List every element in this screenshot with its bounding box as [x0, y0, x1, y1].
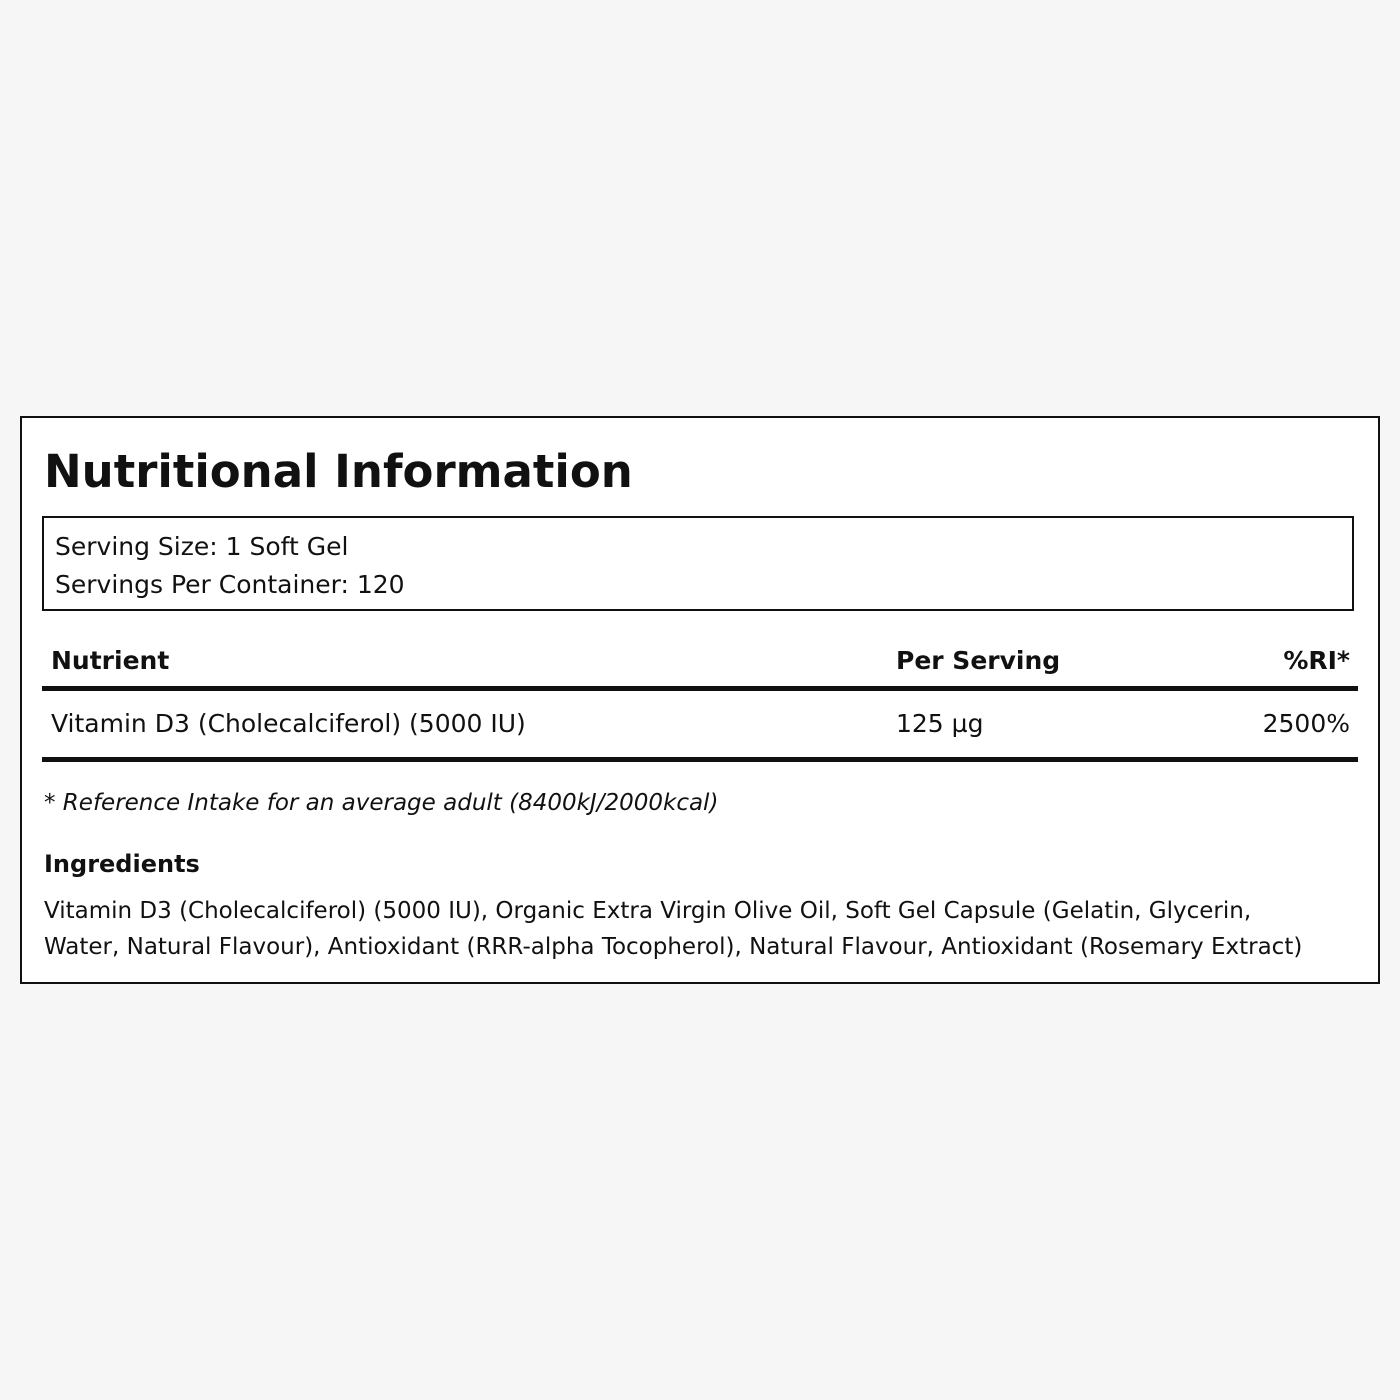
- nutrient-amount: 125 µg: [896, 709, 984, 738]
- header-nutrient: Nutrient: [51, 646, 170, 675]
- table-row: [42, 691, 1358, 762]
- ingredients-line: Water, Natural Flavour), Antioxidant (RRR-alpha Tocopherol), Natural Flavour, Antioxidant (Rosemary Extract): [44, 934, 1303, 960]
- serving-size: Serving Size: 1 Soft Gel: [55, 532, 349, 561]
- nutrient-name: Vitamin D3 (Cholecalciferol) (5000 IU): [51, 709, 526, 738]
- servings-per-container: Servings Per Container: 120: [55, 570, 405, 599]
- nutrient-ri: 2500%: [1262, 709, 1350, 738]
- ingredients-text: [44, 893, 1364, 965]
- ingredients-line: Vitamin D3 (Cholecalciferol) (5000 IU), Organic Extra Virgin Olive Oil, Soft Gel Capsule (Gelatin, Glycerin,: [44, 898, 1252, 924]
- nutrient-table: [42, 640, 1358, 762]
- header-ri: %RI*: [1283, 646, 1350, 675]
- header-per-serving: Per Serving: [896, 646, 1061, 675]
- reference-intake-footnote: * Reference Intake for an average adult (8400kJ/2000kcal): [44, 790, 719, 816]
- page-title: Nutritional Information: [44, 445, 633, 498]
- serving-info-box: [42, 516, 1354, 611]
- ingredients-heading: Ingredients: [44, 850, 200, 878]
- table-header-row: [42, 640, 1358, 691]
- nutrition-panel: [20, 416, 1380, 984]
